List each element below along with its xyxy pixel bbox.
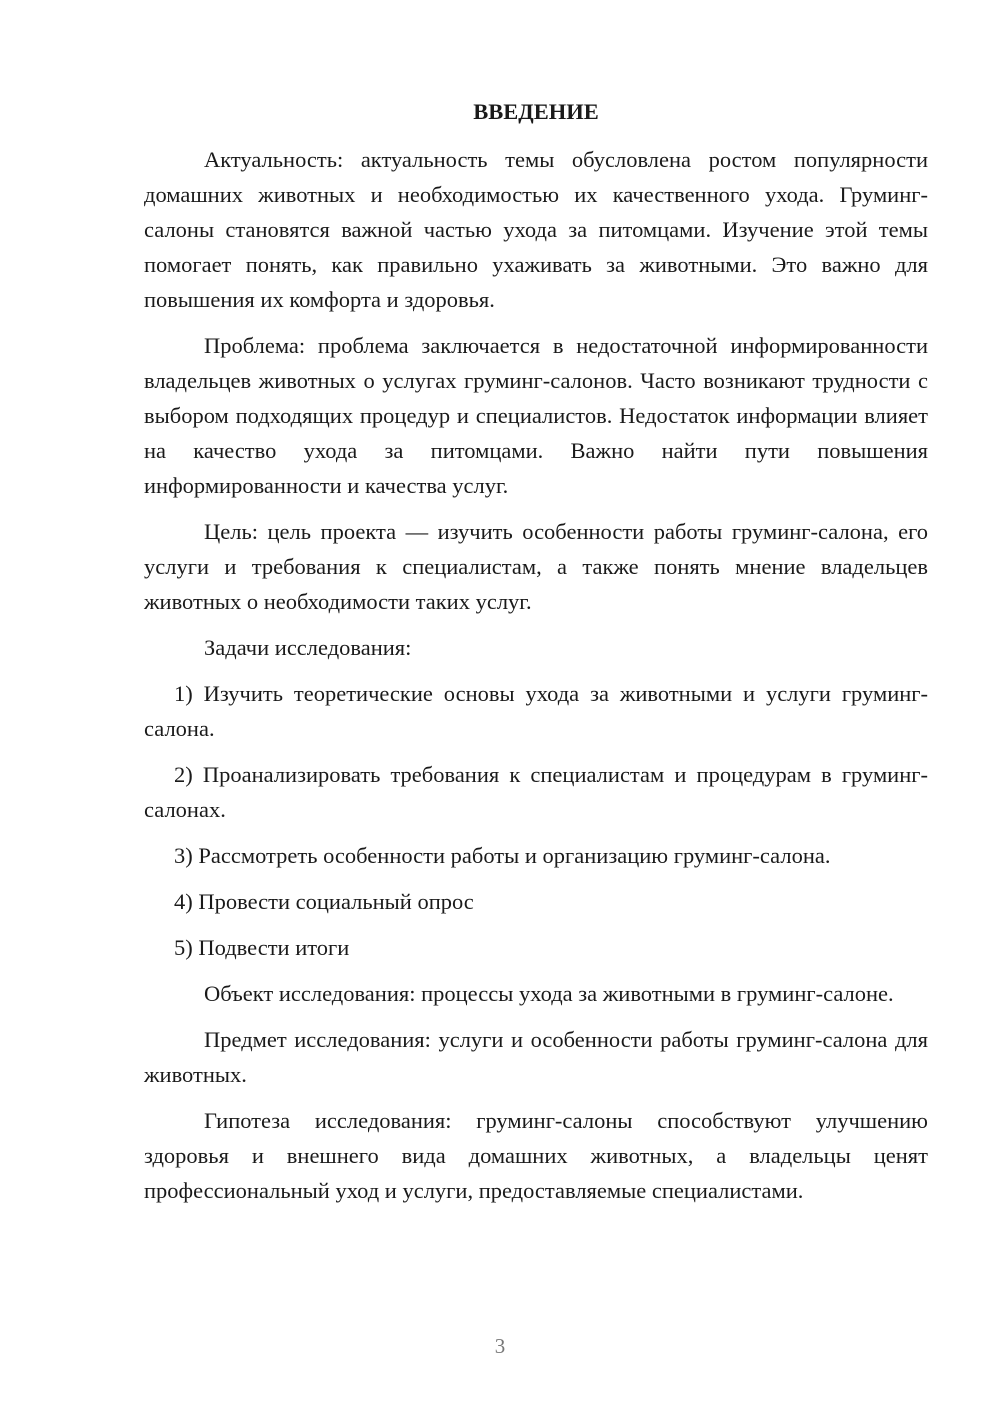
- page-number: 3: [494, 1334, 506, 1358]
- task-item-5: 5) Подвести итоги: [174, 935, 350, 960]
- paragraph-hypothesis: Гипотеза исследования: груминг-салоны способствуют улучшению здоровья и внешнего вида домашних животных, а владельцы ценят профессиональный уход и услуги, предоставляемые специалистами.: [144, 1108, 928, 1203]
- paragraph-subject: Предмет исследования: услуги и особенности работы груминг-салона для животных.: [144, 1027, 928, 1087]
- task-item-2: 2) Проанализировать требования к специалистам и процедурам в груминг-салонах.: [144, 762, 928, 822]
- paragraph-object: Объект исследования: процессы ухода за животными в груминг-салоне.: [204, 981, 894, 1006]
- tasks-title: Задачи исследования:: [204, 635, 412, 660]
- paragraph-goal: Цель: цель проекта — изучить особенности работы груминг-салона, его услуги и требования к специалистам, а также понять мнение владельцев животных о необходимости таких услуг.: [144, 519, 928, 614]
- task-item-3: 3) Рассмотреть особенности работы и организацию груминг-салона.: [174, 843, 831, 868]
- paragraph-problem: Проблема: проблема заключается в недостаточной информированности владельцев животных о услугах груминг-салонов. Часто возникают трудности с выбором подходящих процедур и специалистов. Недостаток информации влияет на качество ухода за питомцами. Важно найти пути повышения информированности и качества услуг.: [144, 333, 928, 498]
- paragraph-relevance: Актуальность: актуальность темы обусловлена ростом популярности домашних животных и необходимостью их качественного ухода. Груминг-салоны становятся важной частью ухода за питомцами. Изучение этой темы помогает понять, как правильно ухаживать за животными. Это важно для повышения их комфорта и здоровья.: [144, 147, 928, 312]
- body-text: [144, 142, 928, 1208]
- task-item-1: 1) Изучить теоретические основы ухода за животными и услуги груминг-салона.: [144, 681, 928, 741]
- task-item-4: 4) Провести социальный опрос: [174, 889, 474, 914]
- page-title: ВВЕДЕНИЕ: [473, 99, 599, 124]
